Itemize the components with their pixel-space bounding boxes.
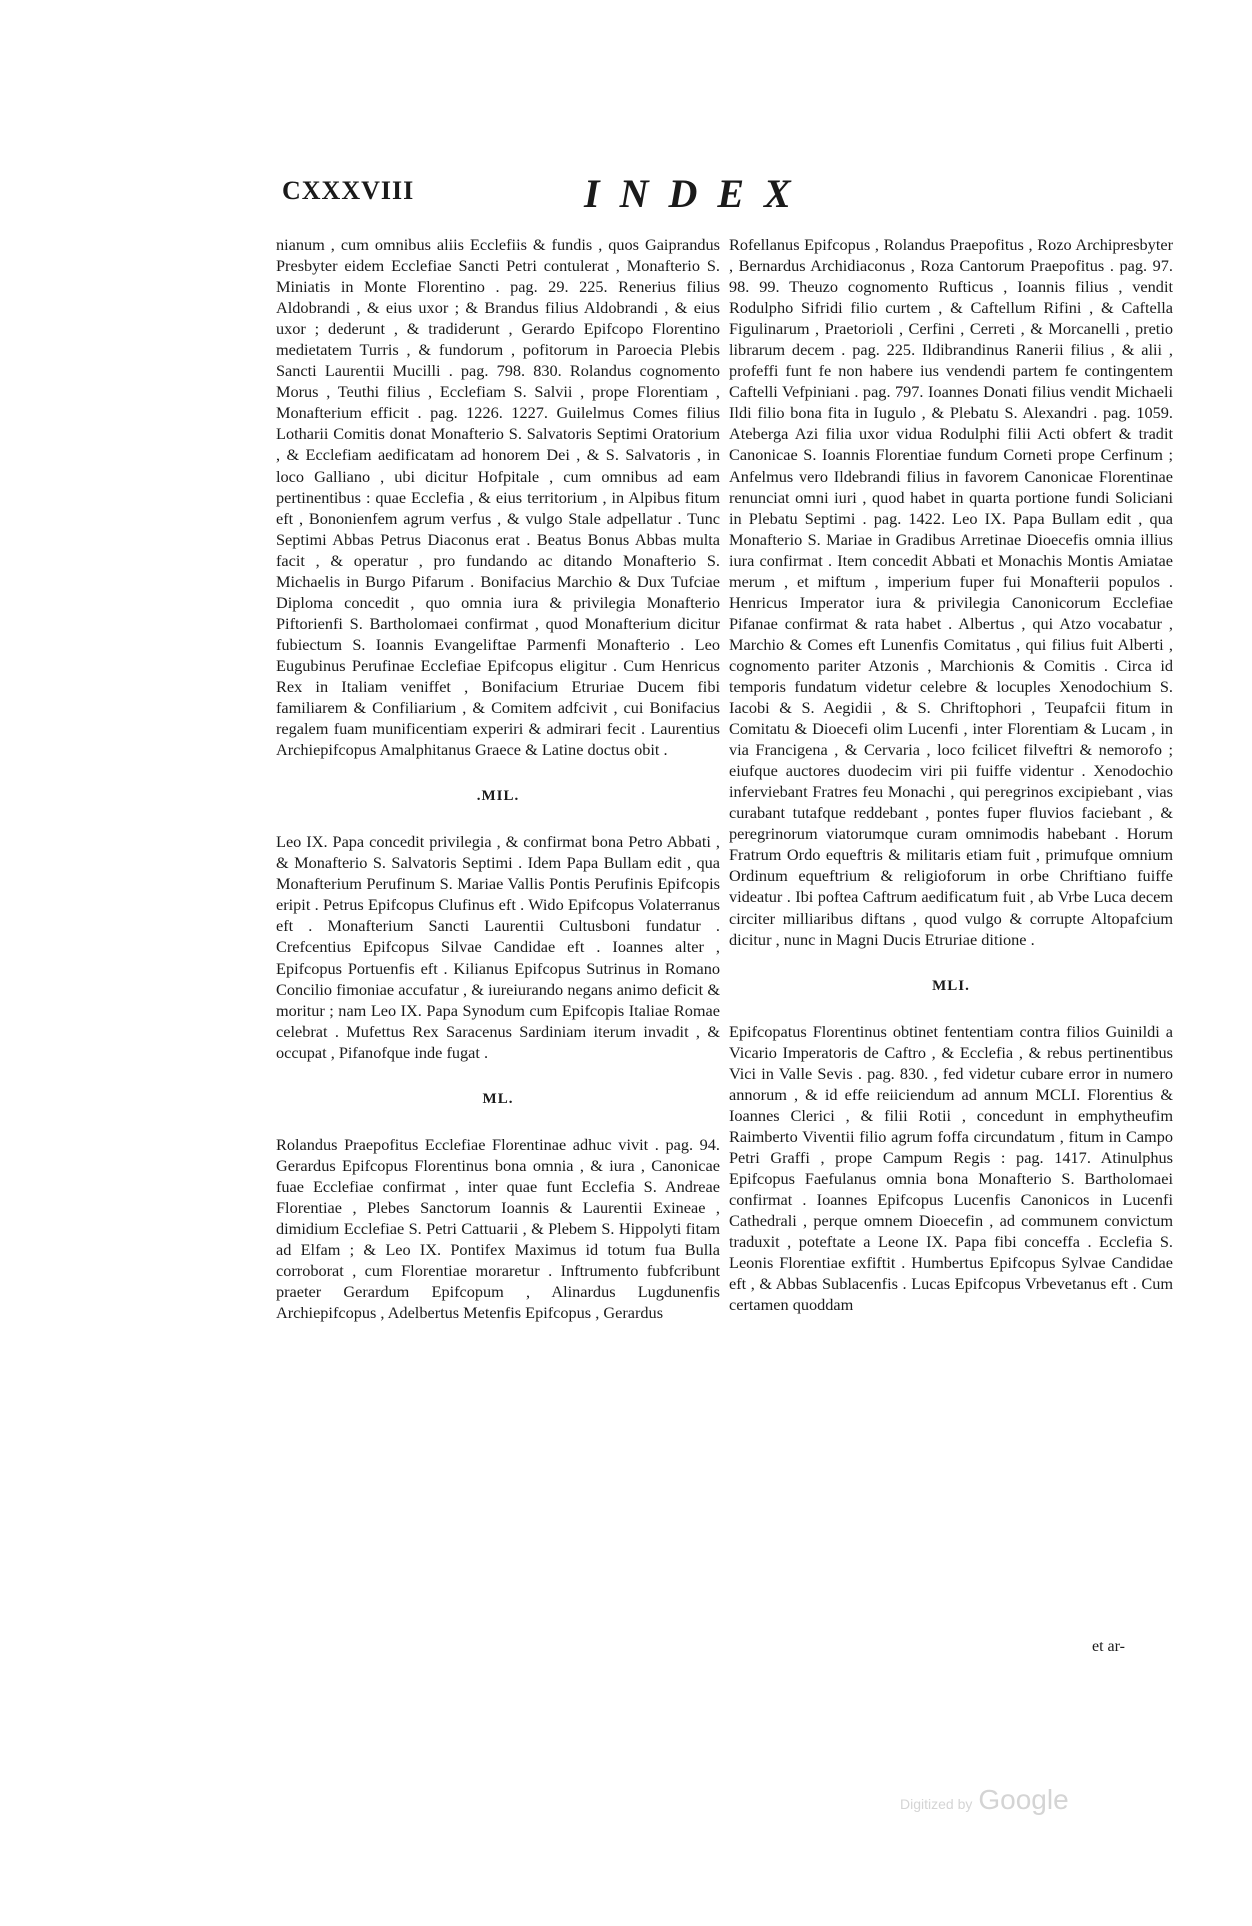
digitized-watermark	[900, 1784, 1069, 1816]
watermark-prefix: Digitized by	[900, 1796, 973, 1812]
left-paragraph-1: nianum , cum omnibus aliis Ecclefiis & fundis , quos Gaiprandus Presbyter eidem Ecclefiae Sancti Petri contulerat , Monafterio S. Miniatis in Monte Florentino . pag. 29. 225. Renerius filius Aldobrandi , & eius uxor ; & Brandus filius Aldobrandi , & eius uxor ; dederunt , & tradiderunt , Gerardo Epifcopo Florentino medietatem Turris , & fundorum , pofitorum in Paroecia Plebis Sancti Laurentii Mucilli . pag. 798. 830. Rolandus cognomento Morus , Teuthi filius , Ecclefiam S. Salvii , prope Florentiam , Monafterium efficit . pag. 1226. 1227. Guilelmus Comes filius Lotharii Comitis donat Monafterio S. Salvatoris Septimi Oratorium , & Ecclefiam aedificatam ad honorem Dei , & S. Salvatoris , in loco Galliano , ubi dicitur Hofpitale , cum omnibus ad eam pertinentibus : quae Ecclefia , & eius territorium , in Alpibus fitum eft , Bononienfem agrum verfus , & vulgo Stale adpellatur . Tunc Septimi Abbas Petrus Diaconus erat . Beatus Bonus Abbas multa facit , & operatur , pro fundando ac ditando Monafterio S. Michaelis in Burgo Pifarum . Bonifacius Marchio & Dux Tufciae Diploma concedit , quo omnia iura & privilegia Monafterio Piftorienfi S. Bartholomaei confirmat , quod Monafterium dicitur fubiectum S. Ioannis Evangeliftae Parmenfi Monafterio . Leo Eugubinus Perufinae Ecclefiae Epifcopus eligitur . Cum Henricus Rex in Italiam veniffet , Bonifacium Etruriae Ducem fibi familiarem & Confiliarium , & Comitem adfcivit , cui Bonifacius regalem fuam munificentiam experiri & admirari fecit . Laurentius Archiepifcopus Amalphitanus Graece & Latine doctus obit .	[276, 235, 720, 760]
left-column	[276, 234, 720, 1323]
right-paragraph-2: Epifcopatus Florentinus obtinet fententiam contra filios Guinildi a Vicario Imperatoris de Caftro , & Ecclefia , & rebus pertinentibus Vici in Valle Sevis . pag. 830. , fed videtur cubare error in numero annorum , & id effe reiiciendum ad annum MCLI. Florentius & Ioannes Clerici , & filii Rotii , concedunt in emphytheufim Raimberto Viventii filio agrum foffa circundatum , fitum in Campo Petri Graffi , prope Campum Regis : pag. 1417. Atinulphus Epifcopus Faefulanus omnia bona Monafterio S. Bartholomaei confirmat . Ioannes Epifcopus Lucenfis Canonicos in Lucenfi Cathedrali , perque omnem Dioecefin , ad communem convictum traduxit , poteftate a Leone IX. Papa fibi conceffa . Ecclefia S. Leonis Florentiae exfiftit . Humbertus Epifcopus Sylvae Candidae eft , & Abbas Sublacenfis . Lucas Epifcopus Vrbevetanus eft . Cum certamen quoddam	[729, 1021, 1173, 1315]
year-heading-mil: .MIL.	[476, 788, 520, 805]
year-heading-ml: ML.	[482, 1090, 514, 1107]
year-heading-mli: MLI.	[932, 977, 970, 994]
right-column	[729, 234, 1173, 1315]
left-paragraph-3: Rolandus Praepofitus Ecclefiae Florentinae adhuc vivit . pag. 94. Gerardus Epifcopus Florentinus bona omnia , & iura , Canonicae fuae Ecclefiae confirmat , inter quae funt Ecclefia S. Andreae Florentiae , Plebes Sanctorum Ioannis & Laurentii Exineae , dimidium Ecclefiae S. Petri Cattuarii , & Plebem S. Hippolyti fitam ad Elfam ; & Leo IX. Pontifex Maximus id totum fua Bulla corroborat , cum Florentiae moraretur . Inftrumento fubfcribunt praeter Gerardum Epifcopum , Alinardus Lugdunenfis Archiepifcopus , Adelbertus Metenfis Epifcopus , Gerardus	[276, 1134, 720, 1323]
right-paragraph-1: Rofellanus Epifcopus , Rolandus Praepofitus , Rozo Archipresbyter , Bernardus Archidiaconus , Roza Cantorum Praepofitus . pag. 97. 98. 99. Theuzo cognomento Rufticus , Ioannis filius , vendit Rodulpho Sifridi filio curtem , & Caftellum Rifini , & Caftella Figulinarum , Praetorioli , Cerfini , Cerreti , & Morcanelli , pretio librarum decem . pag. 225. Ildibrandinus Ranerii filius , & alii , profeffi funt fe non habere ius vendendi partem fe contingentem Caftelli Vefpiniani . pag. 797. Ioannes Donati filius vendit Michaeli Ildi filio bona fita in Iugulo , & Plebatu S. Alexandri . pag. 1059. Ateberga Azi filia uxor vidua Rodulphi filii Acti obfert & tradit Canonicae S. Ioannis Florentiae fundum Corneti prope Cerfinum ; Anfelmus vero Ildebrandi filius in favorem Canonicae Florentinae renunciat omni iuri , quod habet in quarta portione fundi Soliciani in Plebatu Septimi . pag. 1422. Leo IX. Papa Bullam edit , qua Monafterio S. Mariae in Gradibus Arretinae Dioecefis omnia illius iura confirmat . Item concedit Abbati et Monachis Montis Amiatae merum , et miftum , imperium fuper fui Monafterii populos . Henricus Imperator iura & privilegia Canonicorum Ecclefiae Pifanae confirmat & rata habet . Albertus , qui Atzo vocabatur , Marchio & Comes eft Lunenfis Comitatus , qui filius fuit Alberti , cognomento pariter Atzonis , Marchionis & Comitis . Circa id temporis fundatum videtur celebre & locuples Xenodochium S. Iacobi & S. Aegidii , & S. Chriftophori , Teupafcii fitum in Comitatu & Dioecefi olim Lucenfi , inter Florentiam & Lucam , in via Francigena , & Cervaria , loco fcilicet filveftri & nemorofo ; eiufque auctores duodecim viri pii fuiffe videntur . Xenodochio inferviebant Fratres feu Monachi , qui peregrinos excipiebant , vias curabant tutafque reddebant , pontes fuper fluvios faciebant , & peregrinorum viatorumque curam omnimodis habebant . Horum Fratrum Ordo equeftris & militaris etiam fuit , primufque omnium Ordinum equeftrium & religioforum in orbe Chriftiano fuiffe videatur . Ibi poftea Caftrum aedificatum fuit , ab Vrbe Luca decem circiter milliaribus diftans , quod vulgo & corrupte Altopafcium dicitur , nunc in Magni Ducis Etruriae ditione .	[729, 235, 1173, 949]
page-number: CXXXVIII	[282, 176, 415, 205]
running-title: INDEX	[584, 171, 811, 216]
left-paragraph-2: Leo IX. Papa concedit privilegia , & confirmat bona Petro Abbati , & Monafterio S. Salvatoris Septimi . Idem Papa Bullam edit , qua Monafterium Perufinum S. Mariae Vallis Pontis Perufinis Epifcopis eripit . Petrus Epifcopus Clufinus eft . Wido Epifcopus Volaterranus eft . Monafterium Sancti Laurentii Cultusboni fundatur . Crefcentius Epifcopus Silvae Candidae eft . Ioannes alter , Epifcopus Portuenfis eft . Kilianus Epifcopus Sutrinus in Romano Concilio fimoniae accufatur , & iureiurando negans animo deficit & moritur ; nam Leo IX. Papa Synodum cum Epifcopis Italiae Romae celebrat . Mufettus Rex Saracenus Sardiniam iterum invadit , & occupat , Pifanofque inde fugat .	[276, 832, 720, 1062]
catchword: et ar-	[1092, 1638, 1125, 1655]
watermark-brand: Google	[978, 1784, 1069, 1815]
